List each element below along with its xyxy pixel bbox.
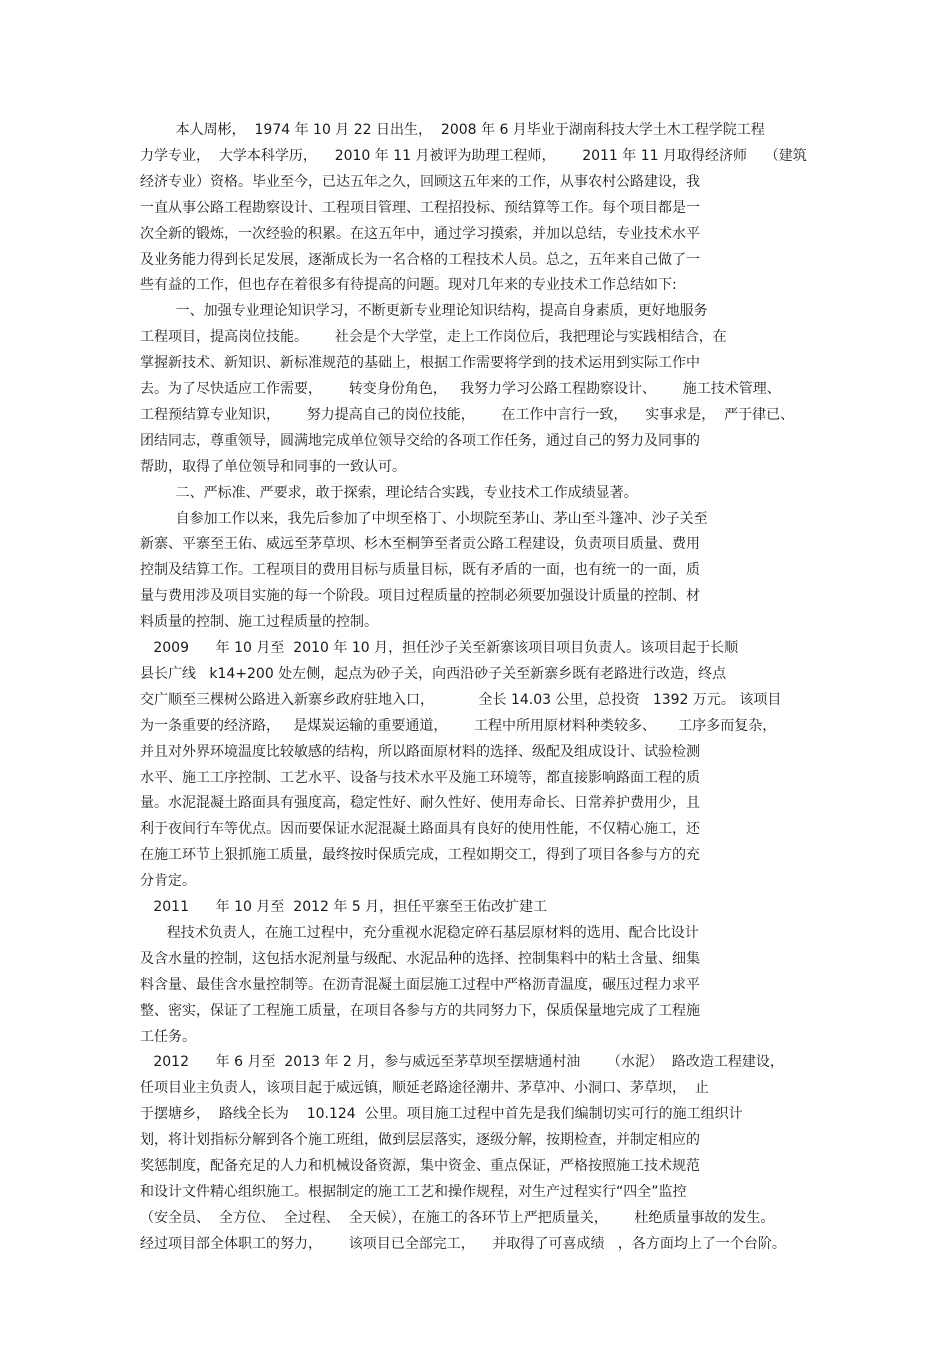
text-line: 自参加工作以来，我先后参加了中坝至格丁、小坝院至茅山、茅山至斗篷冲、沙子关至 — [140, 510, 708, 527]
text-line: 交广顺至三棵树公路进入新寨乡政府驻地入口， 全长 14.03 公里，总投资 1392 万元。 该项目 — [140, 691, 782, 708]
text-line: 料质量的控制、施工过程质量的控制。 — [140, 614, 378, 631]
text-line: 一直从事公路工程勘察设计、工程项目管理、工程招投标、预结算等工作。每个项目都是一 — [140, 199, 700, 216]
text-line: 2009 年 10 月至 2010 年 10 月，担任沙子关至新寨该项目项目负责人。该项目起于长顺 — [140, 640, 739, 656]
text-line: 工程预结算专业知识， 努力提高自己的岗位技能， 在工作中言行一致， 实事求是， 严于律已、 — [140, 406, 795, 423]
text-line: 2012 年 6 月至 2013 年 2 月，参与威远至茅草坝至摆塘通村油 （水泥） 路改造工程建设， — [140, 1054, 784, 1071]
text-line: 新寨、平寨至王佑、威远至茅草坝、杉木至桐笋至者贡公路工程建设，负责项目质量、费用 — [140, 536, 700, 553]
text-line: 划，将计划指标分解到各个施工班组，做到层层落实，逐级分解，按期检查，并制定相应的 — [140, 1132, 700, 1149]
text-line: 为一条重要的经济路， 是煤炭运输的重要通道， 工程中所用原材料种类较多、 工序多而复杂， — [140, 717, 777, 734]
text-line: 于摆塘乡， 路线全长为 10.124 公里。项目施工过程中首先是我们编制切实可行的施工组织计 — [140, 1106, 743, 1123]
text-line: 工任务。 — [140, 1028, 196, 1045]
text-line: 2011 年 10 月至 2012 年 5 月，担任平寨至王佑改扩建工 — [140, 899, 548, 915]
text-line: 经济专业）资格。毕业至今，已达五年之久，回顾这五年来的工作，从事农村公路建设，我 — [140, 173, 700, 190]
text-line: 掌握新技术、新知识、新标准规范的基础上，根据工作需要将学到的技术运用到实际工作中 — [140, 355, 700, 372]
text-line: 在施工环节上狠抓施工质量，最终按时保质完成，工程如期交工，得到了项目各参与方的充 — [140, 847, 700, 864]
text-line: 分肯定。 — [140, 873, 196, 890]
text-line: 经过项目部全体职工的努力， 该项目已全部完工， 并取得了可喜成绩 ，各方面均上了一个台阶。 — [140, 1235, 786, 1252]
text-line: 和设计文件精心组织施工。根据制定的施工工艺和操作规程，对生产过程实行“四全”监控 — [140, 1183, 687, 1200]
text-line: （安全员、 全方位、 全过程、 全天候），在施工的各环节上严把质量关， 杜绝质量事故的发生。 — [140, 1209, 775, 1226]
text-line: 料含量、最佳含水量控制等。在沥青混凝土面层施工过程中严格沥青温度，碾压过程力求平 — [140, 976, 700, 993]
text-line: 县长广线 k14+200 处左侧，起点为砂子关，向西沿砂子关至新寨乡既有老路进行改造，终点 — [140, 665, 727, 682]
text-line: 水平、施工工序控制、工艺水平、设备与技术水平及施工环境等，都直接影响路面工程的质 — [140, 769, 700, 786]
text-line: 本人周彬， 1974 年 10 月 22 日出生， 2008 年 6 月毕业于湖南科技大学土木工程学院工程 — [140, 122, 765, 138]
text-line: 整、密实，保证了工程施工质量，在项目各参与方的共同努力下，保质保量地完成了工程施 — [140, 1002, 700, 1019]
text-line: 任项目业主负责人，该项目起于威远镇，顺延老路途径潮井、茅草冲、小洞口、茅草坝， 止 — [140, 1080, 709, 1097]
text-line: 程技术负责人，在施工过程中，充分重视水泥稳定碎石基层原材料的选用、配合比设计 — [140, 924, 699, 941]
text-line: 团结同志，尊重领导，圆满地完成单位领导交给的各项工作任务，通过自己的努力及同事的 — [140, 432, 700, 449]
text-line: 去。为了尽快适应工作需要， 转变身份角色， 我努力学习公路工程勘察设计、 施工技术管理、 — [140, 381, 781, 397]
text-line: 次全新的锻炼，一次经验的积累。在这五年中，通过学习摸索，并加以总结，专业技术水平 — [140, 225, 700, 242]
text-line: 并且对外界环境温度比较敏感的结构，所以路面原材料的选择、级配及组成设计、试验检测 — [140, 743, 700, 760]
text-line: 奖惩制度，配备充足的人力和机械设备资源，集中资金、重点保证，严格按照施工技术规范 — [140, 1158, 700, 1174]
text-line: 量与费用涉及项目实施的每一个阶段。项目过程质量的控制必须要加强设计质量的控制、材 — [140, 588, 700, 605]
text-line: 些有益的工作，但也存在着很多有待提高的问题。现对几年来的专业技术工作总结如下: — [140, 277, 677, 294]
text-line: 及含水量的控制，这包括水泥剂量与级配、水泥品种的选择、控制集料中的粘土含量、细集 — [140, 950, 700, 967]
text-line: 利于夜间行车等优点。因而要保证水泥混凝土路面具有良好的使用性能，不仅精心施工，还 — [140, 821, 700, 838]
text-line: 一、加强专业理论知识学习，不断更新专业理论知识结构，提高自身素质，更好地服务 — [140, 303, 708, 320]
text-line: 二、严标准、严要求，敢于探索，理论结合实践，专业技术工作成绩显著。 — [140, 484, 638, 501]
text-line: 及业务能力得到长足发展，逐渐成长为一名合格的工程技术人员。总之，五年来自己做了一 — [140, 251, 700, 268]
text-line: 工程项目，提高岗位技能。 社会是个大学堂，走上工作岗位后，我把理论与实践相结合，在 — [140, 329, 727, 346]
text-line: 控制及结算工作。工程项目的费用目标与质量目标，既有矛盾的一面，也有统一的一面，质 — [140, 562, 700, 579]
text-line: 帮助，取得了单位领导和同事的一致认可。 — [140, 458, 406, 475]
text-line: 量。水泥混凝土路面具有强度高，稳定性好、耐久性好、使用寿命长、日常养护费用少，且 — [140, 795, 700, 812]
text-line: 力学专业， 大学本科学历， 2010 年 11 月被评为助理工程师， 2011 年 11 月取得经济师 （建筑 — [140, 147, 807, 164]
